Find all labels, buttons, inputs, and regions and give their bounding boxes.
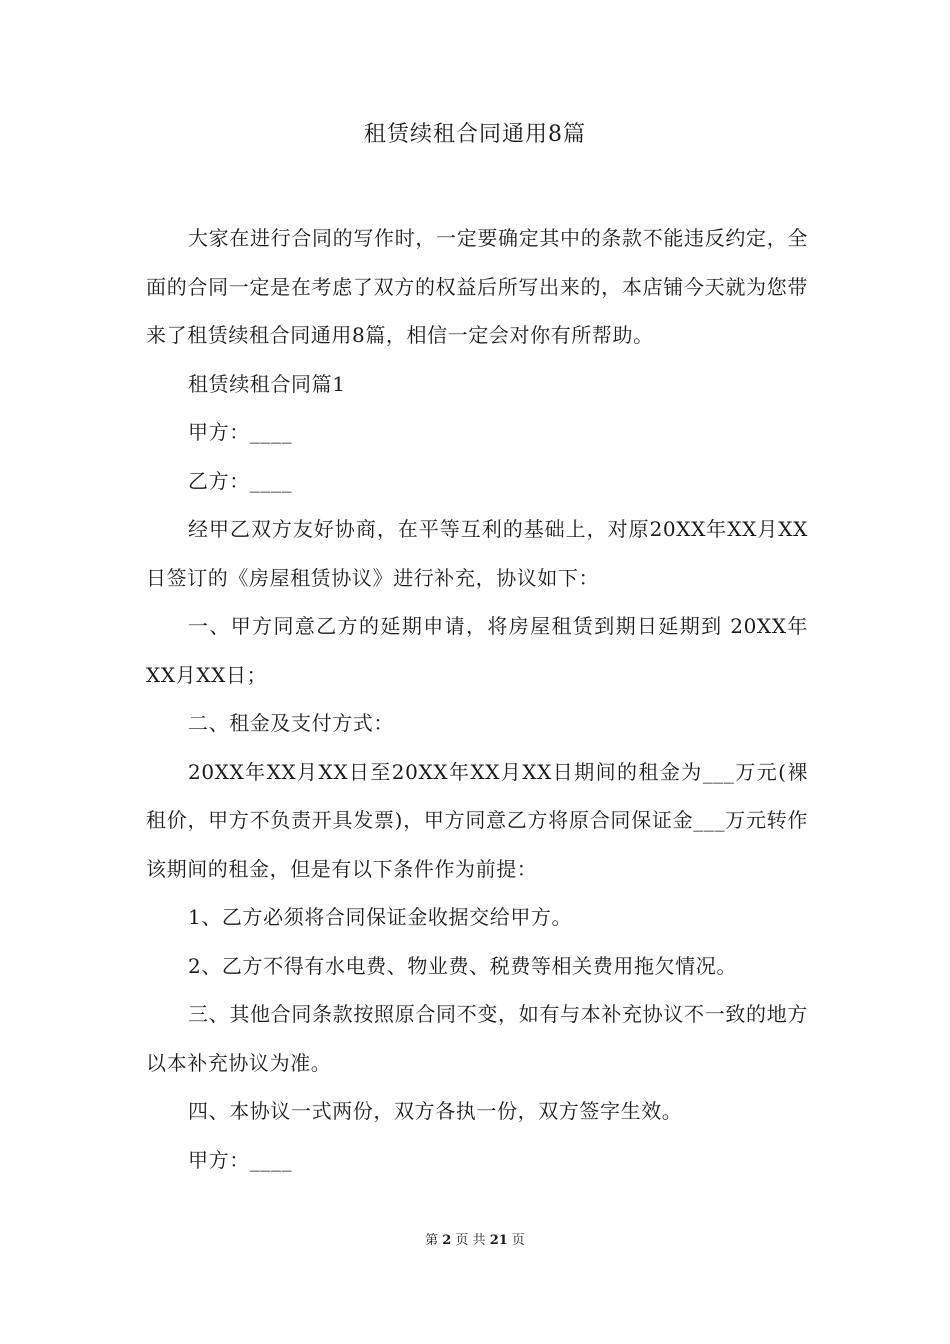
page-footer (0, 1232, 950, 1250)
paragraph-preamble: 经甲乙双方友好协商，在平等互利的基础上，对原20XX年XX月XX日签订的《房屋租赁协议》进行补充，协议如下： (146, 517, 808, 590)
footer-total-pages: 21 (489, 1233, 508, 1248)
paragraph-clause-3: 三、其他合同条款按照原合同不变，如有与本补充协议不一致的地方以本补充协议为准。 (146, 1002, 808, 1075)
paragraph-clause-4: 四、本协议一式两份，双方各执一份，双方签字生效。 (188, 1099, 683, 1123)
paragraph-condition-1: 1、乙方必须将合同保证金收据交给甲方。 (188, 905, 573, 929)
paragraph-party-b: 乙方：____ (188, 468, 293, 493)
document-body (146, 214, 808, 1184)
paragraph-clause-1: 一、甲方同意乙方的延期申请，将房屋租赁到期日延期到 20XX年XX月XX日； (146, 614, 808, 687)
paragraph-signature-party-a: 甲方：____ (188, 1147, 293, 1172)
paragraph-section-heading: 租赁续租合同篇1 (188, 371, 346, 396)
footer-current-page: 2 (442, 1233, 452, 1248)
footer-prefix: 第 (425, 1233, 439, 1248)
footer-suffix: 页 (511, 1233, 525, 1248)
paragraph-condition-2: 2、乙方不得有水电费、物业费、税费等相关费用拖欠情况。 (188, 953, 737, 978)
footer-middle: 页 共 (455, 1233, 486, 1248)
paragraph-clause-2: 二、租金及支付方式： (188, 711, 394, 735)
paragraph-rent-terms: 20XX年XX月XX日至20XX年XX月XX日期间的租金为___万元(裸租价，甲方不负责开具发票)，甲方同意乙方将原合同保证金___万元转作该期间的租金，但是有以下条件作为前提： (146, 759, 808, 881)
paragraph-party-a: 甲方：____ (188, 420, 293, 444)
paragraph-intro: 大家在进行合同的写作时，一定要确定其中的条款不能违反约定，全面的合同一定是在考虑了双方的权益后所写出来的，本店铺今天就为您带来了租赁续租合同通用8篇，相信一定会对你有所帮助。 (146, 226, 808, 347)
document-title: 租赁续租合同通用8篇 (364, 122, 586, 147)
